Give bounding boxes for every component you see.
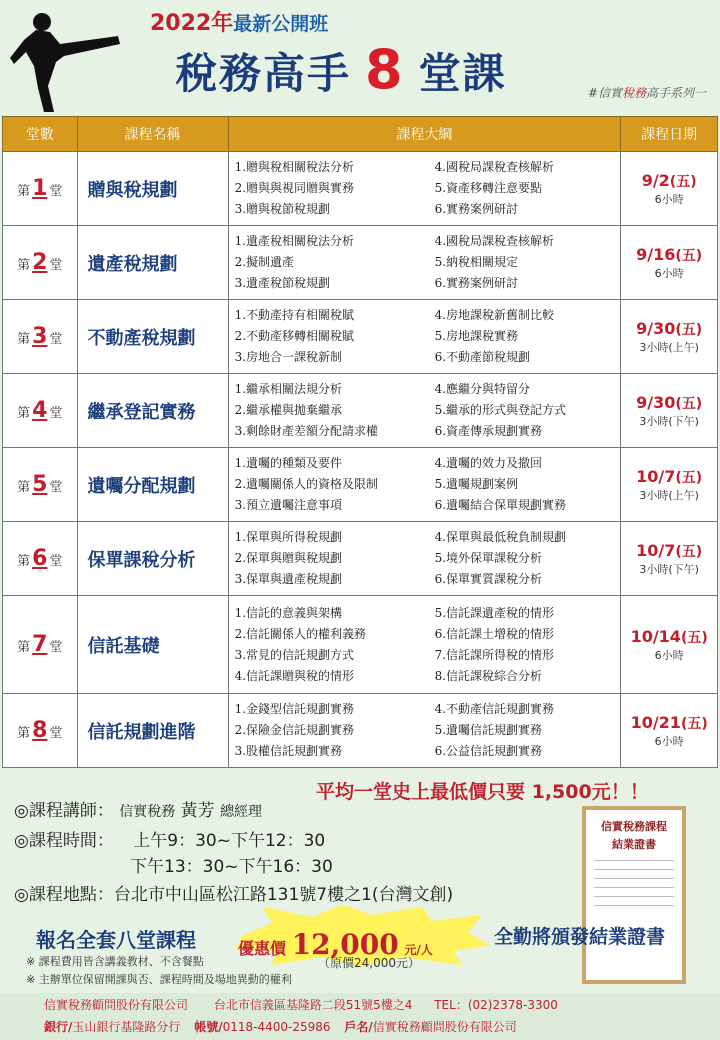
outline-item: 2.保單與贈與稅規劃 — [234, 551, 343, 565]
outline-item: 2.遺囑關係人的資格及限制 — [234, 477, 379, 491]
table-row — [3, 448, 718, 522]
lecturer-line — [14, 796, 262, 821]
table-row — [3, 152, 718, 226]
outline-item: 6.實務案例研討 — [434, 202, 519, 216]
time-morning: 上午9：30~下午12：30 — [133, 831, 326, 851]
hours-text: 3小時(上午) — [639, 340, 699, 354]
poster-year-line — [150, 6, 328, 37]
outline-cell — [228, 374, 621, 448]
series-tag — [588, 84, 706, 101]
outline-item: 1.遺囑的種類及要件 — [234, 456, 343, 470]
outline-cell — [228, 596, 621, 694]
hours-text: 3小時(上午) — [639, 488, 699, 502]
session-number: 2 — [32, 250, 48, 275]
header-session: 堂數 — [3, 117, 78, 152]
outline-item: 5.納稅相關規定 — [434, 255, 519, 269]
day-of-week: (五) — [675, 321, 703, 338]
outline-item: 8.信託課稅綜合分析 — [434, 668, 543, 683]
outline-item: 1.金錢型信託規劃實務 — [234, 702, 355, 716]
series-prefix: #信實 — [587, 86, 622, 100]
certificate-image — [582, 806, 686, 984]
outline-item: 3.保單與遺產稅規劃 — [234, 572, 343, 586]
date-text: 9/16 — [636, 244, 676, 264]
day-of-week: (五) — [675, 543, 703, 560]
outline-item: 6.遺囑結合保單規劃實務 — [434, 498, 567, 512]
title-right: 堂課 — [418, 49, 507, 98]
bank-label: 銀行/ — [44, 1020, 73, 1034]
outline-item: 5.境外保單課稅分析 — [434, 551, 543, 565]
lecturer-title: 總經理 — [220, 804, 263, 820]
date-cell — [621, 694, 718, 768]
session-prefix: 第 — [17, 554, 31, 569]
outline-item: 1.遺產稅相關稅法分析 — [234, 234, 355, 248]
header-course-name: 課程名稱 — [77, 117, 228, 152]
date-text: 9/30 — [636, 392, 676, 412]
course-name: 贈與稅規劃 — [77, 152, 228, 226]
course-name: 信託基礎 — [77, 596, 228, 694]
session-cell — [3, 522, 78, 596]
outline-item: 3.常見的信託規劃方式 — [234, 647, 355, 662]
date-cell — [621, 596, 718, 694]
outline-item: 4.不動產信託規劃實務 — [434, 702, 555, 716]
session-suffix: 堂 — [49, 640, 63, 655]
session-cell — [3, 596, 78, 694]
hours-text: 6小時 — [654, 192, 684, 206]
session-cell — [3, 226, 78, 300]
hours-text: 6小時 — [654, 734, 684, 748]
outline-cell — [228, 226, 621, 300]
outline-item: 2.保險金信託規劃實務 — [234, 723, 355, 737]
title-number: 8 — [365, 38, 405, 101]
outline-item: 4.信託課贈與稅的情形 — [234, 668, 355, 683]
header-outline: 課程大綱 — [228, 117, 621, 152]
date-text: 9/30 — [636, 318, 676, 338]
outline-item: 3.遺產稅節稅規劃 — [234, 276, 331, 290]
session-prefix: 第 — [17, 184, 31, 199]
table-row — [3, 374, 718, 448]
place-line — [14, 880, 453, 905]
session-prefix: 第 — [17, 726, 31, 741]
session-suffix: 堂 — [49, 332, 63, 347]
day-of-week: (五) — [680, 715, 708, 732]
karate-kick-icon — [8, 6, 128, 116]
session-number: 4 — [32, 398, 48, 423]
outline-item: 5.遺囑規劃案例 — [434, 477, 519, 491]
day-of-week: (五) — [669, 173, 697, 190]
session-suffix: 堂 — [49, 726, 63, 741]
hours-text: 3小時(下午) — [639, 562, 699, 576]
outline-item: 5.繼承的形式與登記方式 — [434, 403, 567, 417]
original-price: （原價24,000元） — [318, 956, 420, 970]
date-text: 10/14 — [630, 626, 681, 646]
place-text: 台北市中山區松江路131號7樓之1(台灣文創) — [113, 885, 454, 905]
outline-item: 3.預立遺囑注意事項 — [234, 498, 343, 512]
session-cell — [3, 374, 78, 448]
time-line — [14, 826, 325, 851]
session-number: 3 — [32, 324, 48, 349]
session-number: 8 — [32, 718, 48, 743]
outline-item: 7.信託課所得稅的情形 — [434, 647, 555, 662]
table-row — [3, 226, 718, 300]
outline-item: 4.國稅局課稅查核解析 — [434, 160, 555, 174]
footer-tel: TEL：(02)2378-3300 — [434, 998, 558, 1012]
outline-item: 4.房地課稅新舊制比較 — [434, 308, 555, 322]
table-row — [3, 300, 718, 374]
table-row — [3, 522, 718, 596]
session-number: 1 — [32, 176, 48, 201]
account-number: 0118-4400-25986 — [222, 1020, 331, 1034]
course-name: 遺產稅規劃 — [77, 226, 228, 300]
hours-text: 6小時 — [654, 266, 684, 280]
table-header-row — [3, 117, 718, 152]
session-suffix: 堂 — [49, 184, 63, 199]
poster-title — [175, 38, 507, 101]
outline-item: 6.保單實質課稅分析 — [434, 572, 543, 586]
certificate-title-1: 信實稅務課程 — [601, 820, 667, 833]
holder-name: 信實稅務顧問股份有限公司 — [372, 1020, 517, 1034]
day-of-week: (五) — [675, 247, 703, 264]
table-row — [3, 596, 718, 694]
outline-item: 3.贈與稅節稅規劃 — [234, 202, 331, 216]
outline-item: 2.繼承權與拋棄繼承 — [234, 403, 343, 417]
outline-item: 6.不動產節稅規劃 — [434, 350, 531, 364]
day-of-week: (五) — [675, 469, 703, 486]
session-cell — [3, 694, 78, 768]
year-text: 2022年 — [150, 11, 234, 36]
outline-item: 2.贈與與視同贈與實務 — [234, 181, 355, 195]
session-number: 6 — [32, 546, 48, 571]
footer-line-1 — [44, 996, 558, 1013]
award-text: 全勤將頒發結業證書 — [494, 926, 666, 948]
outline-cell — [228, 694, 621, 768]
outline-item: 4.遺囑的效力及撤回 — [434, 456, 543, 470]
outline-item: 2.不動產移轉相關稅賦 — [234, 329, 355, 343]
table-row — [3, 694, 718, 768]
session-prefix: 第 — [17, 480, 31, 495]
hours-text: 3小時(下午) — [639, 414, 699, 428]
price-label: 優惠價 — [238, 939, 287, 958]
date-text: 10/7 — [636, 540, 676, 560]
session-cell — [3, 448, 78, 522]
place-label: ◎課程地點： — [14, 885, 114, 905]
bank-name: 玉山銀行基隆路分行 — [72, 1020, 181, 1034]
session-prefix: 第 — [17, 640, 31, 655]
course-name: 不動產稅規劃 — [77, 300, 228, 374]
footer-address: 台北市信義區基隆路二段51號5樓之4 — [213, 998, 413, 1012]
outline-item: 5.遺囑信託規劃實務 — [434, 723, 543, 737]
note-2: ※ 主辦單位保留開課與否、課程時間及場地異動的權利 — [26, 973, 292, 986]
session-prefix: 第 — [17, 406, 31, 421]
outline-item: 2.擬制遺產 — [234, 255, 295, 269]
outline-item: 6.公益信託規劃實務 — [434, 744, 543, 758]
course-name: 遺囑分配規劃 — [77, 448, 228, 522]
outline-item: 1.保單與所得稅規劃 — [234, 530, 343, 544]
outline-item: 4.國稅局課稅查核解析 — [434, 234, 555, 248]
account-label: 帳號/ — [194, 1020, 223, 1034]
session-suffix: 堂 — [49, 554, 63, 569]
outline-cell — [228, 152, 621, 226]
price-unit: 元/人 — [404, 943, 433, 957]
subtitle-text: 最新公開班 — [233, 13, 329, 35]
footer-line-2 — [44, 1018, 517, 1035]
day-of-week: (五) — [675, 395, 703, 412]
outline-item: 5.資產移轉注意要點 — [434, 181, 543, 195]
session-number: 5 — [32, 472, 48, 497]
outline-item: 4.應繼分與特留分 — [434, 382, 531, 396]
session-suffix: 堂 — [49, 258, 63, 273]
date-cell — [621, 374, 718, 448]
outline-cell — [228, 448, 621, 522]
outline-item: 1.不動產持有相關稅賦 — [234, 308, 355, 322]
session-prefix: 第 — [17, 258, 31, 273]
date-cell — [621, 226, 718, 300]
series-red: 稅務 — [621, 86, 646, 100]
date-cell — [621, 152, 718, 226]
outline-item: 4.保單與最低稅負制規劃 — [434, 530, 567, 544]
series-suffix: 高手系列一 — [645, 86, 706, 100]
certificate-title-2: 結業證書 — [612, 838, 656, 851]
outline-item: 1.贈與稅相關稅法分析 — [234, 160, 355, 174]
time-label: ◎課程時間： — [14, 831, 114, 851]
outline-item: 5.房地課稅實務 — [434, 329, 519, 343]
outline-item: 3.股權信託規劃實務 — [234, 744, 343, 758]
promo-banner: 平均一堂史上最低價只要 1,500元！！ — [316, 781, 649, 803]
outline-cell — [228, 522, 621, 596]
lecturer-label: ◎課程講師： — [14, 801, 114, 821]
price-value: 12,000 — [291, 928, 399, 961]
header-date: 課程日期 — [621, 117, 718, 152]
course-name: 保單課稅分析 — [77, 522, 228, 596]
course-name: 繼承登記實務 — [77, 374, 228, 448]
lecturer-org: 信實稅務 — [119, 804, 176, 820]
outline-item: 6.實務案例研討 — [434, 276, 519, 290]
date-text: 10/21 — [630, 712, 681, 732]
note-1: ※ 課程費用皆含講義教材、不含餐點 — [26, 955, 204, 968]
session-prefix: 第 — [17, 332, 31, 347]
outline-item: 1.信託的意義與架構 — [234, 605, 343, 620]
lecturer-name: 黃芳 — [180, 801, 215, 821]
date-cell — [621, 522, 718, 596]
session-number: 7 — [32, 632, 48, 657]
outline-item: 5.信託課遺產稅的情形 — [434, 605, 555, 620]
outline-item: 2.信託關係人的權利義務 — [234, 626, 367, 641]
title-left: 稅務高手 — [175, 49, 352, 98]
outline-item: 3.剩餘財產差額分配請求權 — [234, 424, 379, 438]
poster-header — [0, 0, 720, 118]
date-text: 10/7 — [636, 466, 676, 486]
course-name: 信託規劃進階 — [77, 694, 228, 768]
date-cell — [621, 448, 718, 522]
register-label: 報名全套八堂課程 — [36, 928, 196, 952]
time-afternoon: 下午13：30~下午16：30 — [130, 857, 333, 877]
outline-item: 6.信託課土增稅的情形 — [434, 626, 555, 641]
hours-text: 6小時 — [654, 648, 684, 662]
session-cell — [3, 152, 78, 226]
holder-label: 戶名/ — [344, 1020, 373, 1034]
day-of-week: (五) — [680, 629, 708, 646]
session-suffix: 堂 — [49, 480, 63, 495]
outline-cell — [228, 300, 621, 374]
date-text: 9/2 — [641, 170, 670, 190]
footer-company: 信實稅務顧問股份有限公司 — [44, 998, 189, 1012]
outline-item: 6.資產傳承規劃實務 — [434, 424, 543, 438]
session-suffix: 堂 — [49, 406, 63, 421]
course-table — [2, 116, 718, 768]
session-cell — [3, 300, 78, 374]
date-cell — [621, 300, 718, 374]
outline-item: 1.繼承相關法規分析 — [234, 382, 343, 396]
outline-item: 3.房地合一課稅新制 — [234, 350, 343, 364]
